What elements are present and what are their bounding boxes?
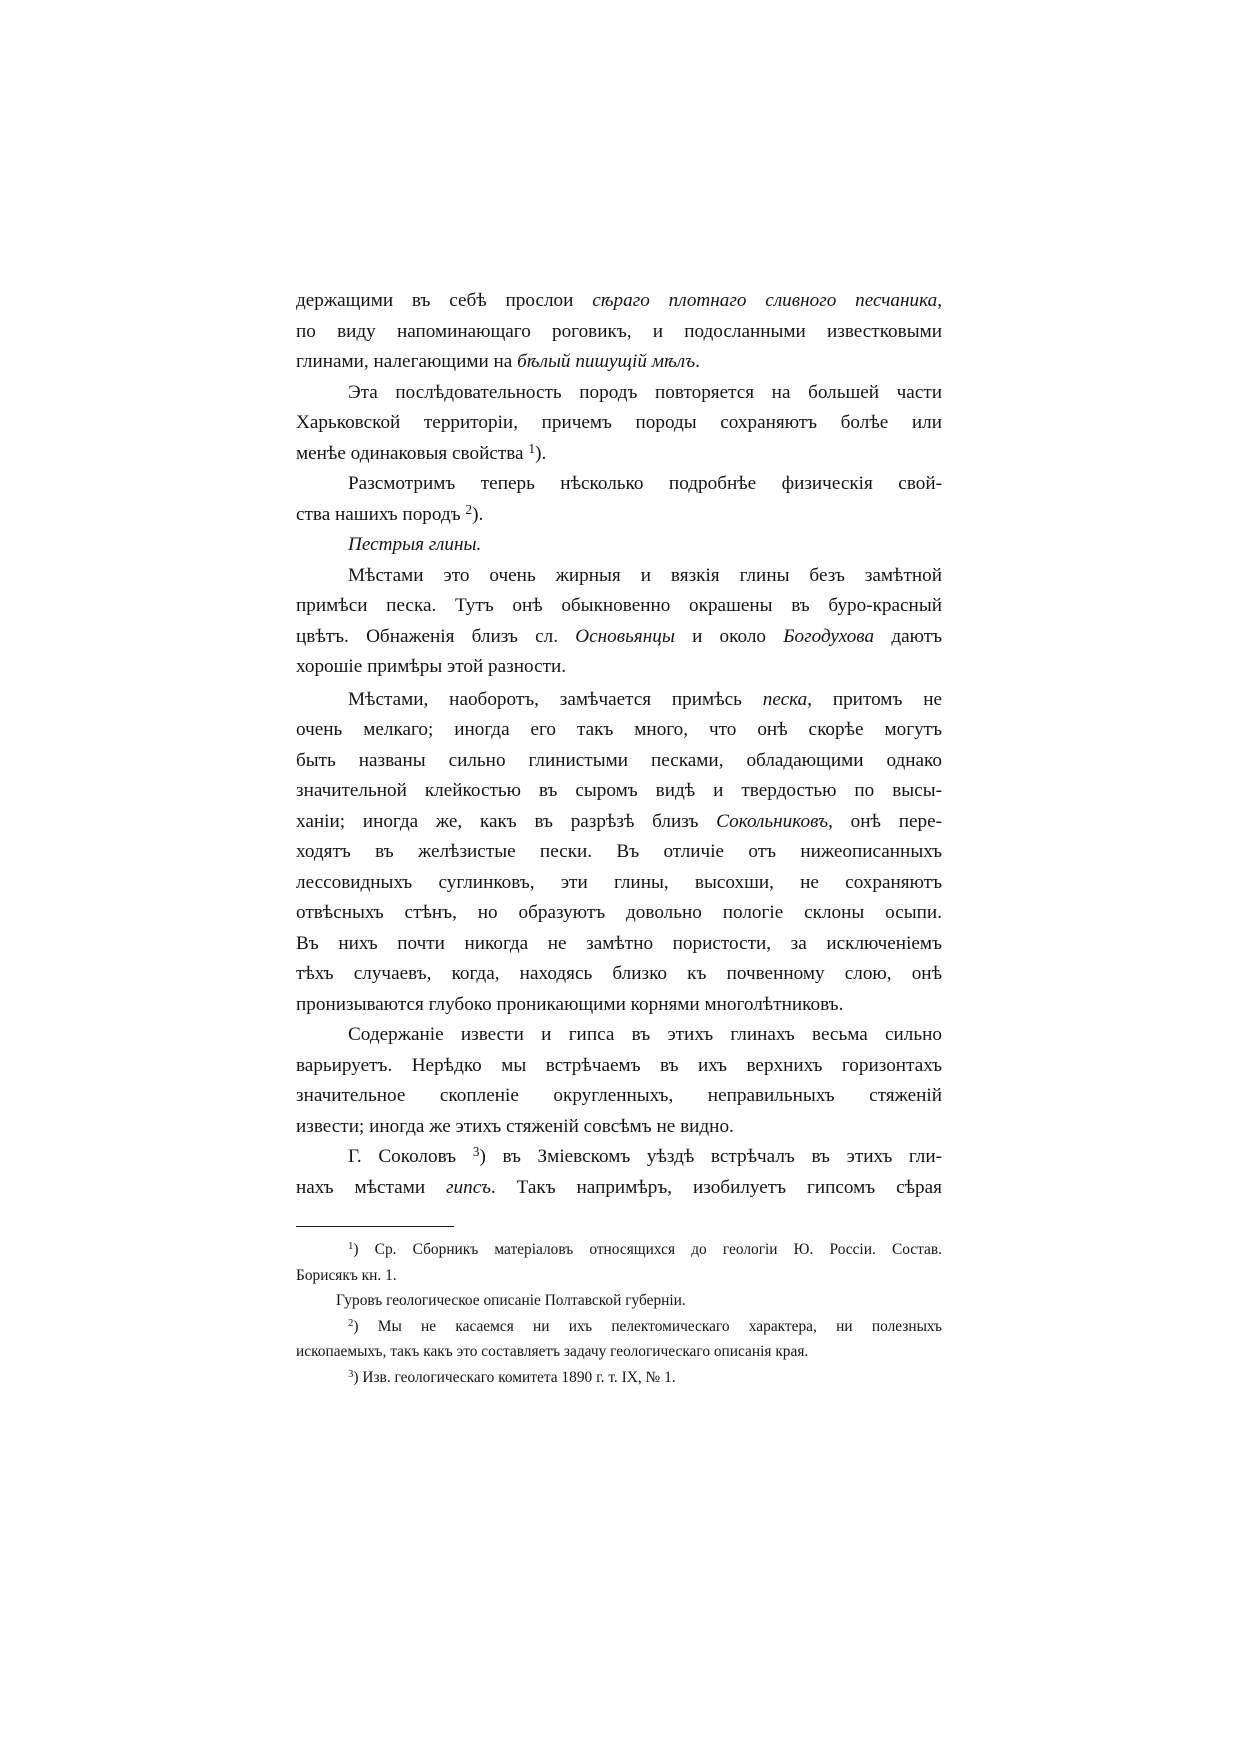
body-line: значительное скопленіе округленныхъ, неправильныхъ стяженій bbox=[296, 1085, 942, 1106]
footnote-line bbox=[296, 1314, 942, 1340]
italic-place: Основьянцы bbox=[575, 625, 675, 647]
footnote-line: ископаемыхъ, такъ какъ это составляетъ задачу геологическаго описанія края. bbox=[296, 1343, 809, 1360]
italic-term: бѣлый пишущій мѣлъ bbox=[517, 351, 696, 372]
footnote-ref: 1 bbox=[528, 440, 536, 456]
footnote-divider bbox=[296, 1226, 454, 1227]
body-line: быть названы сильно глинистыми песками, обладающими однако bbox=[296, 749, 942, 771]
body-line: Эта послѣдовательность породъ повторяется на большей части bbox=[348, 381, 942, 403]
body-line: хорошіе примѣры этой разности. bbox=[296, 656, 567, 677]
text-run: ). bbox=[535, 442, 547, 464]
body-line: значительной клейкостью въ сыромъ видѣ и твердостью по высы- bbox=[296, 780, 942, 801]
body-line bbox=[296, 622, 942, 653]
footnote-line: Борисякъ кн. 1. bbox=[296, 1266, 397, 1284]
body-line bbox=[296, 807, 942, 838]
footnote-ref: 2 bbox=[465, 501, 473, 517]
heading-text: Пестрыя глины. bbox=[348, 534, 482, 555]
section-heading bbox=[296, 530, 942, 561]
text-run: менѣе одинаковыя свойства bbox=[296, 442, 529, 464]
text-run: ) въ Зміевскомъ уѣздѣ встрѣчалъ въ этихъ гли- bbox=[479, 1146, 942, 1167]
body-line: Мѣстами это очень жирныя и вязкія глины безъ замѣтной bbox=[348, 564, 942, 586]
body-line: очень мелкаго; иногда его такъ много, что онѣ скорѣе могутъ bbox=[296, 719, 942, 740]
body-line: отвѣсныхъ стѣнъ, но образуютъ довольно пологіе склоны осыпи. bbox=[296, 902, 942, 923]
text-run: ) Изв. геологическаго комитета 1890 г. т. IX, № 1. bbox=[353, 1368, 676, 1386]
body-line: варьируетъ. Нерѣдко мы встрѣчаемъ въ ихъ верхнихъ горизонтахъ bbox=[296, 1054, 942, 1076]
text-run: , притомъ не bbox=[807, 688, 942, 710]
text-run: ). bbox=[472, 503, 484, 525]
body-line: Разсмотримъ теперь нѣсколько подробнѣе физическія свой- bbox=[348, 473, 942, 494]
body-line bbox=[296, 685, 942, 716]
text-run: глинами, налегающими на bbox=[296, 351, 518, 372]
body-line: ходятъ въ желѣзистые пески. Въ отличіе отъ нижеописанныхъ bbox=[296, 841, 942, 862]
text-run: ) Мы не касаемся ни ихъ пелектомическаго характера, ни полезныхъ bbox=[353, 1317, 942, 1335]
italic-term: песка bbox=[762, 688, 808, 710]
text-run: ства нашихъ породъ bbox=[296, 503, 466, 525]
italic-place: Сокольниковъ bbox=[716, 810, 829, 832]
body-line: примѣси песка. Тутъ онѣ обыкновенно окрашены въ буро-красный bbox=[296, 595, 942, 616]
body-line bbox=[296, 1173, 942, 1204]
body-line: Харьковской территоріи, причемъ породы сохраняютъ болѣе или bbox=[296, 412, 942, 433]
text-run: держащими въ себѣ прослои bbox=[296, 290, 593, 311]
text-run: Г. Соколовъ bbox=[348, 1146, 473, 1167]
body-line: лессовидныхъ суглинковъ, эти глины, высохши, не сохраняютъ bbox=[296, 871, 942, 893]
body-line: пронизываются глубоко проникающими корнями многолѣтниковъ. bbox=[296, 993, 844, 1015]
body-line: Содержаніе извести и гипса въ этихъ глинахъ весьма сильно bbox=[348, 1024, 942, 1045]
text-run: даютъ bbox=[874, 625, 942, 647]
footnote-number: 1 bbox=[348, 1240, 354, 1253]
body-line bbox=[296, 1142, 942, 1173]
text-run: нахъ мѣстами bbox=[296, 1176, 447, 1198]
italic-term: гипсъ bbox=[446, 1176, 491, 1198]
footnote-line bbox=[296, 1237, 942, 1263]
text-run: цвѣтъ. Обнаженія близъ сл. bbox=[296, 625, 576, 647]
body-line: тѣхъ случаевъ, когда, находясь близко къ почвенному слою, онѣ bbox=[296, 963, 942, 984]
footnote-line bbox=[296, 1365, 942, 1391]
body-line bbox=[296, 286, 942, 317]
text-run: . Такъ напримѣръ, изобилуетъ гипсомъ сѣрая bbox=[490, 1176, 942, 1198]
body-line: Въ нихъ почти никогда не замѣтно пористости, за исключеніемъ bbox=[296, 932, 942, 954]
body-line bbox=[296, 439, 942, 470]
body-line bbox=[296, 500, 942, 531]
text-run: , bbox=[937, 290, 942, 311]
text-run: ханіи; иногда же, какъ въ разрѣзѣ близъ bbox=[296, 810, 717, 832]
text-run: Мѣстами, наоборотъ, замѣчается примѣсь bbox=[348, 688, 763, 710]
footnote-number: 2 bbox=[348, 1316, 354, 1329]
footnote-line: Гуровъ геологическое описаніе Полтавской губерніи. bbox=[336, 1292, 686, 1309]
text-run: ) Ср. Сборникъ матеріаловъ относящихся до геологіи Ю. Россіи. Состав. bbox=[353, 1241, 942, 1258]
footnote-number: 3 bbox=[348, 1367, 354, 1380]
page-text-block bbox=[296, 286, 942, 1390]
body-line bbox=[296, 347, 942, 378]
body-line: извести; иногда же этихъ стяженій совсѣмъ не видно. bbox=[296, 1115, 734, 1137]
body-line: по виду напоминающаго роговикъ, и подосланными известковыми bbox=[296, 320, 942, 342]
text-run: , онѣ пере- bbox=[828, 810, 942, 832]
text-run: . bbox=[695, 351, 700, 372]
footnote-ref: 3 bbox=[472, 1143, 480, 1159]
italic-place: Богодухова bbox=[783, 625, 875, 647]
text-run: и около bbox=[674, 625, 784, 647]
italic-term: сѣраго плотнаго сливного песчаника bbox=[592, 290, 938, 311]
